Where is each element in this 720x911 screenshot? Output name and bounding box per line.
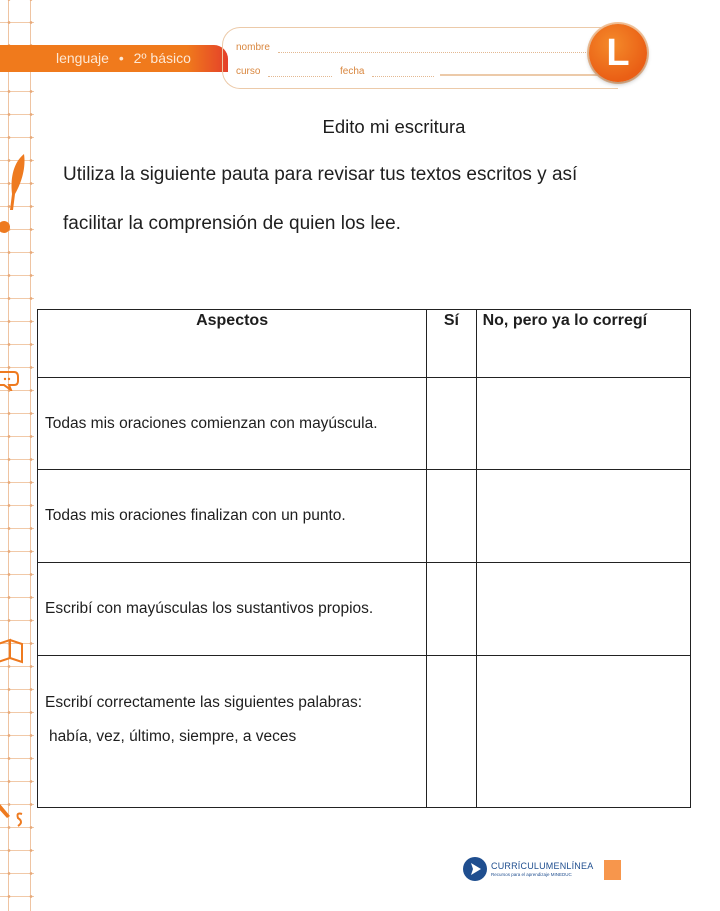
logo-subtitle: Recursos para el aprendizaje MINEDUC — [491, 872, 572, 877]
yes-checkbox-cell[interactable] — [427, 378, 476, 470]
ink-blot-icon — [0, 220, 12, 234]
table-row — [38, 563, 691, 656]
instructions-line-2: facilitar la comprensión de quien los lee. — [63, 213, 401, 234]
yes-checkbox-cell[interactable] — [427, 470, 476, 563]
table-row — [38, 378, 691, 470]
corrected-checkbox-cell[interactable] — [476, 563, 690, 656]
aspect-cell: Todas mis oraciones finalizan con un punto. — [38, 470, 427, 563]
chat-bubble-icon — [0, 369, 20, 391]
corrected-checkbox-cell[interactable] — [476, 378, 690, 470]
aspect-cell — [38, 656, 427, 808]
subject-grade-band — [0, 45, 228, 72]
instructions-line-1: Utiliza la siguiente pauta para revisar tus textos escritos y así — [63, 164, 578, 185]
aspect-text: Escribí correctamente las siguientes palabras: — [45, 694, 363, 711]
table-row — [38, 470, 691, 563]
name-field-label: nombre — [236, 42, 270, 53]
play-arrow-icon — [463, 857, 487, 881]
logo-title: CURRÍCULUMENLÍNEA — [491, 861, 594, 871]
date-field-line[interactable] — [372, 76, 434, 77]
subject-badge-icon: L — [589, 24, 647, 82]
pen-writing-icon — [0, 800, 34, 828]
course-field-label: curso — [236, 66, 261, 77]
revision-checklist-table — [37, 309, 691, 808]
orange-square-mark — [604, 860, 621, 880]
box-step-line — [440, 74, 620, 76]
header-aspects: Aspectos — [38, 310, 427, 378]
table-header-row — [38, 310, 691, 378]
corrected-checkbox-cell[interactable] — [476, 656, 690, 808]
yes-checkbox-cell[interactable] — [427, 656, 476, 808]
open-book-icon — [0, 638, 26, 664]
aspect-cell: Todas mis oraciones comienzan con mayúscula. — [38, 378, 427, 470]
date-field-label: fecha — [340, 66, 365, 77]
header-corrected: No, pero ya lo corregí — [476, 310, 690, 378]
yes-checkbox-cell[interactable] — [427, 563, 476, 656]
table-row — [38, 656, 691, 808]
page-title: Edito mi escritura — [322, 116, 466, 137]
aspect-cell: Escribí con mayúsculas los sustantivos propios. — [38, 563, 427, 656]
header-yes: Sí — [427, 310, 476, 378]
name-field-line[interactable] — [278, 52, 598, 53]
subject-label: lenguaje — [56, 50, 109, 66]
corrected-checkbox-cell[interactable] — [476, 470, 690, 563]
separator-dot: • — [118, 50, 124, 66]
course-field-line[interactable] — [268, 76, 332, 77]
grade-label: 2º básico — [133, 50, 191, 66]
word-list: había, vez, último, siempre, a veces — [49, 728, 297, 745]
feather-icon — [4, 152, 28, 212]
